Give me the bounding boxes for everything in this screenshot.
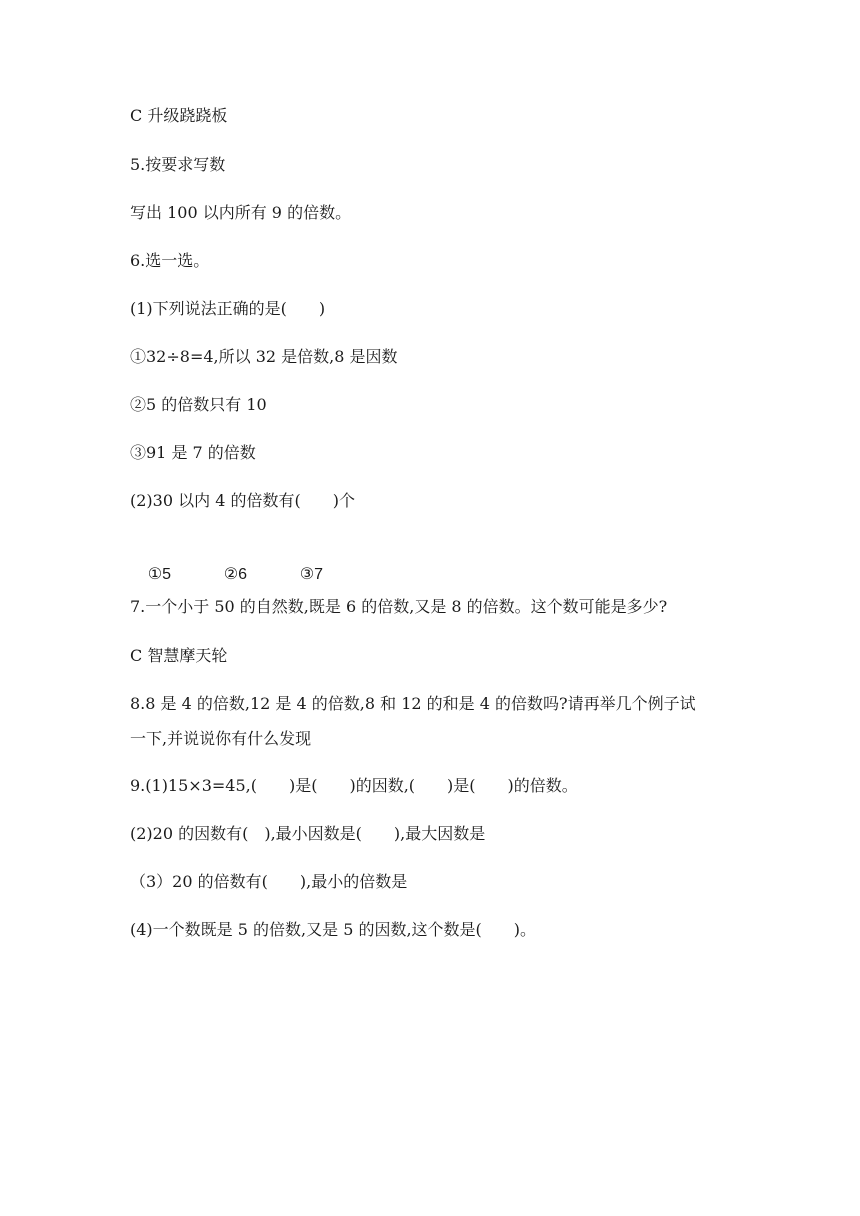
question-6-part-1-option-2: ②5 的倍数只有 10 <box>130 395 267 414</box>
question-7: 7.一个小于 50 的自然数,既是 6 的倍数,又是 8 的倍数。这个数可能是多少? <box>130 597 668 616</box>
question-9-part-1: 9.(1)15×3=45,( )是( )的因数,( )是( )的倍数。 <box>130 776 578 795</box>
question-9-part-2: (2)20 的因数有( ),最小因数是( ),最大因数是 <box>130 824 486 843</box>
question-9-part-4: (4)一个数既是 5 的倍数,又是 5 的因数,这个数是( )。 <box>130 920 537 939</box>
question-6-title: 6.选一选。 <box>130 251 210 270</box>
question-5-title: 5.按要求写数 <box>130 155 226 174</box>
option-2: ②6 <box>223 566 248 583</box>
section-heading-upgrade-seesaw: C 升级跷跷板 <box>130 106 228 125</box>
question-6-part-2-options <box>130 545 323 605</box>
option-3: ③7 <box>299 566 324 583</box>
question-6-part-1-option-1: ①32÷8=4,所以 32 是倍数,8 是因数 <box>130 347 398 366</box>
question-6-part-1: (1)下列说法正确的是( ) <box>130 299 326 318</box>
question-6-part-2: (2)30 以内 4 的倍数有( )个 <box>130 491 355 510</box>
question-8-line-2: 一下,并说说你有什么发现 <box>130 729 312 748</box>
question-8-line-1: 8.8 是 4 的倍数,12 是 4 的倍数,8 和 12 的和是 4 的倍数吗?请再举几个例子试 <box>130 694 696 713</box>
question-5-text: 写出 100 以内所有 9 的倍数。 <box>130 203 352 222</box>
option-1: ①5 <box>147 566 172 583</box>
question-6-part-1-option-3: ③91 是 7 的倍数 <box>130 443 256 462</box>
section-heading-wisdom-ferris-wheel: C 智慧摩天轮 <box>130 646 228 665</box>
question-9-part-3: （3）20 的倍数有( ),最小的倍数是 <box>130 872 408 891</box>
